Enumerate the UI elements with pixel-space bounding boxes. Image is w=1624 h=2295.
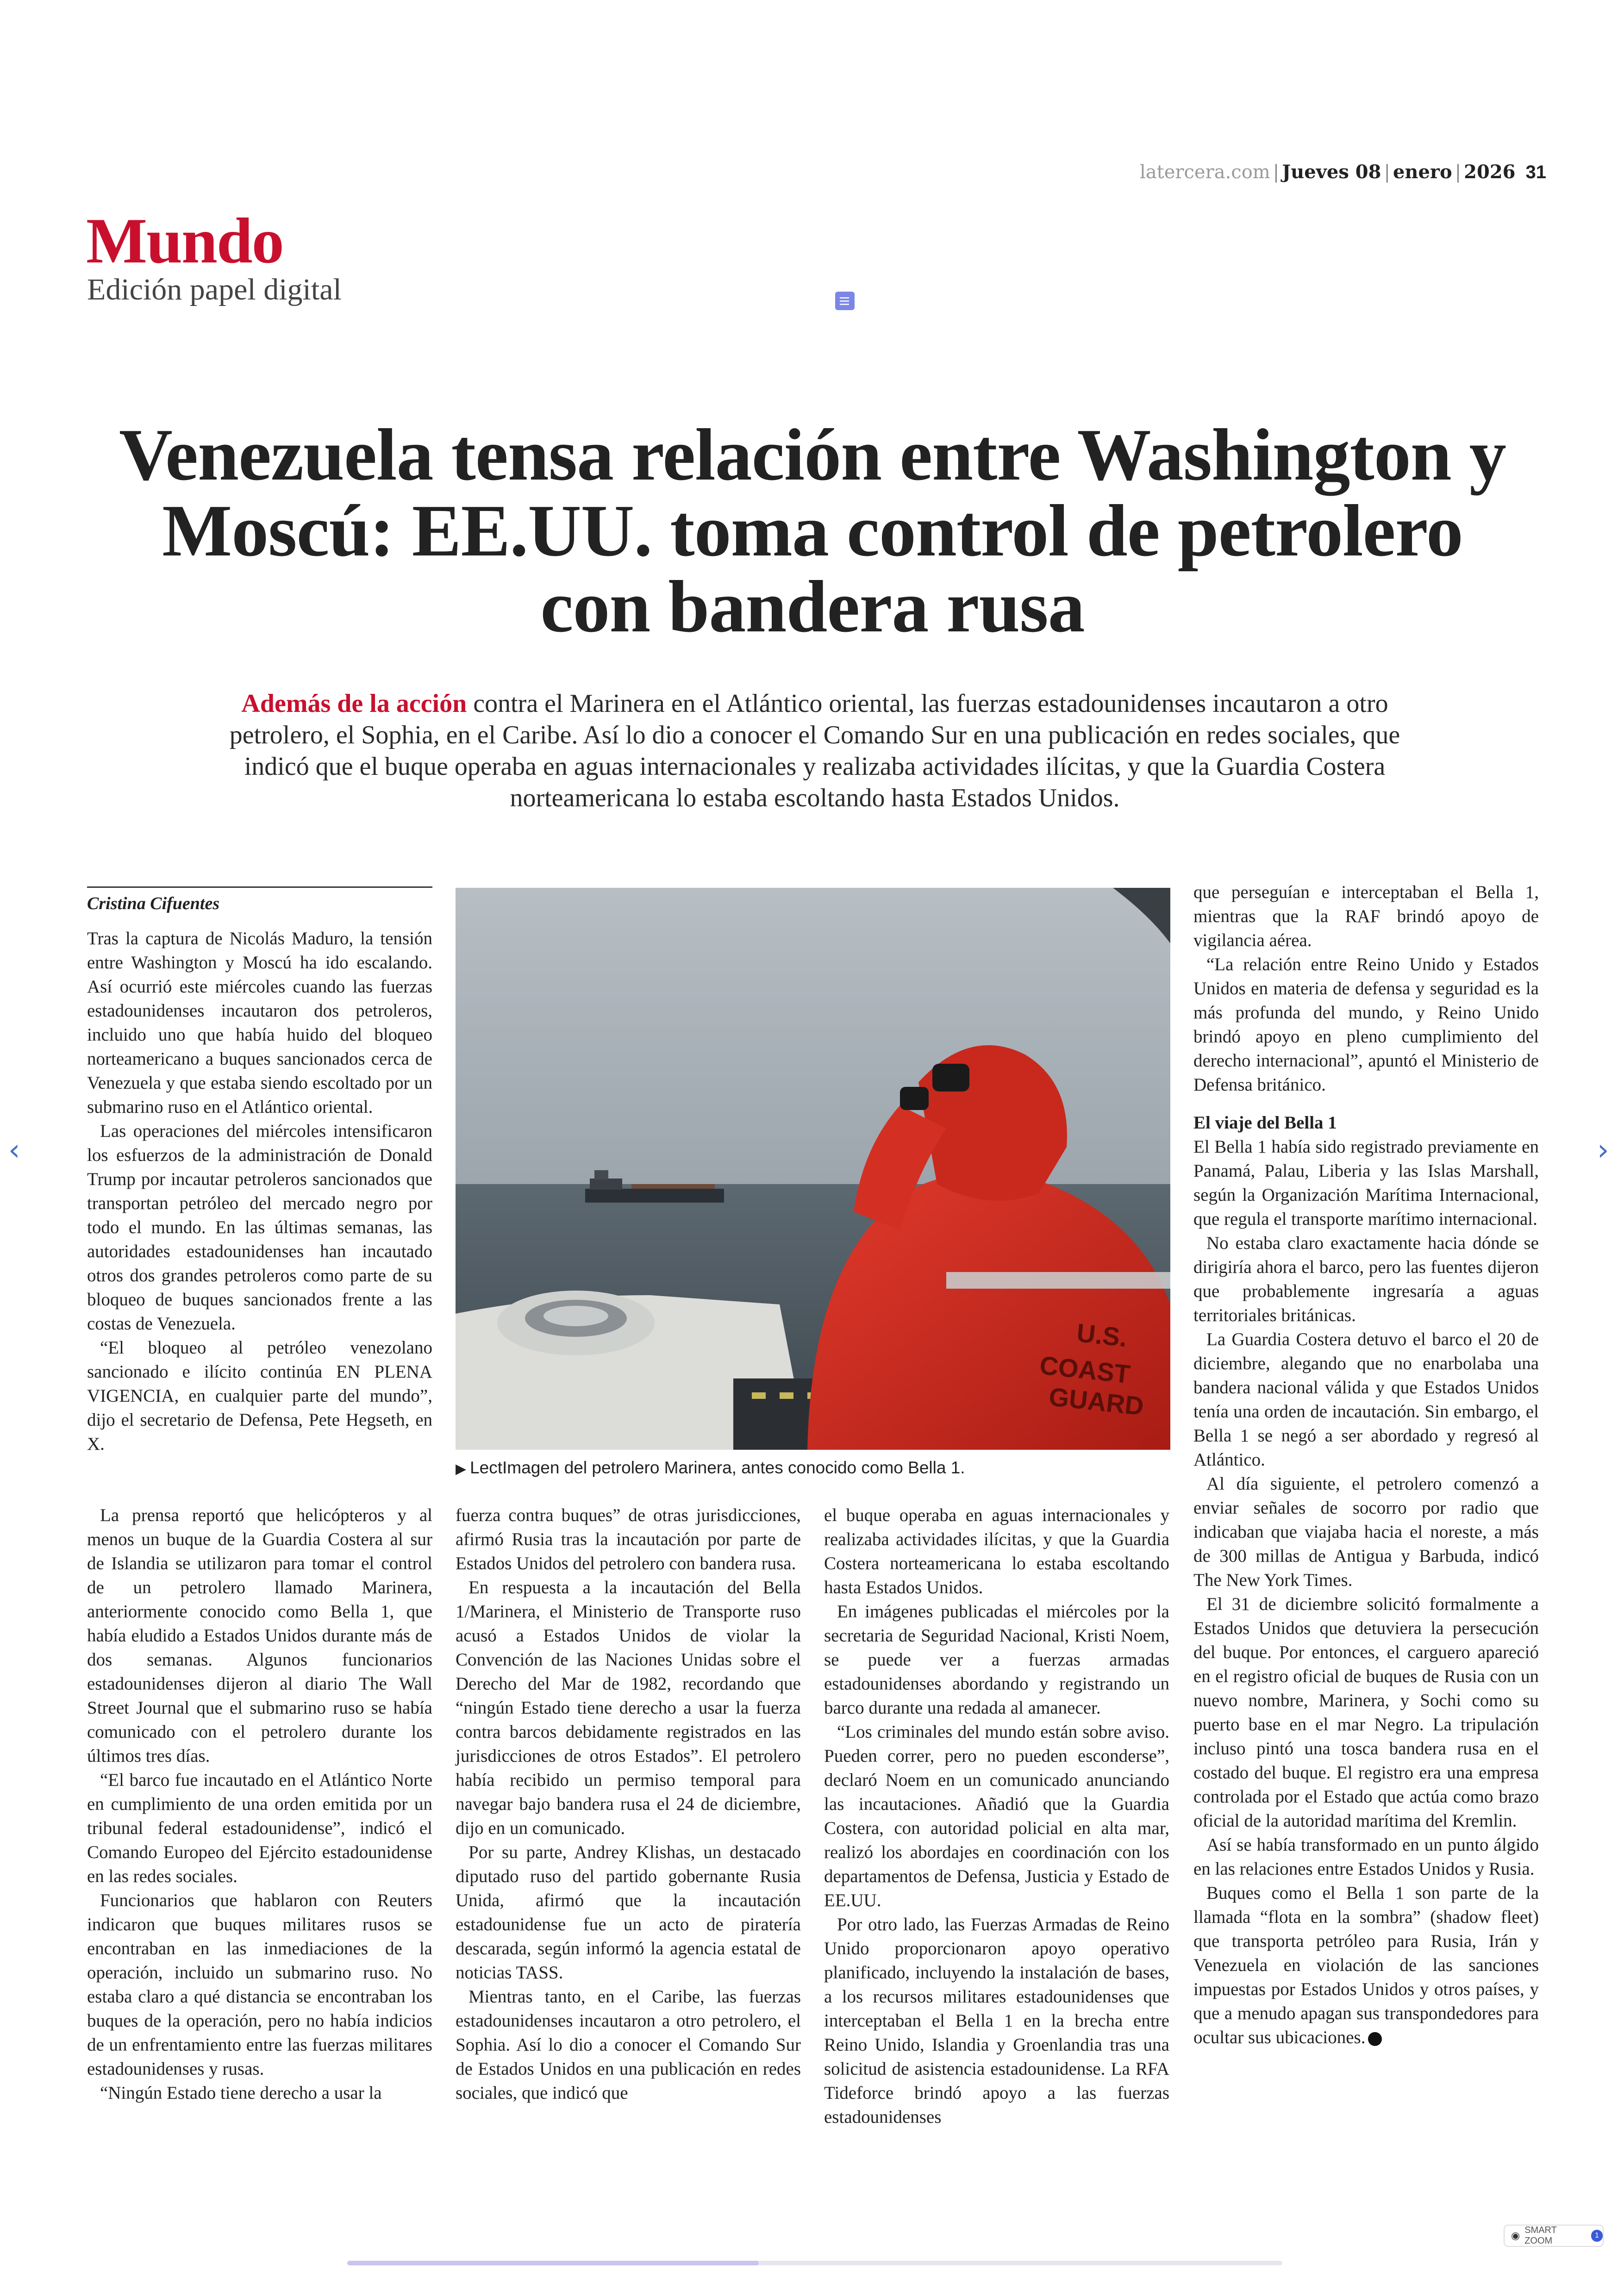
paragraph: “Ningún Estado tiene derecho a usar la [100, 2083, 382, 2103]
jacket-text-coast: COAST [1038, 1350, 1132, 1389]
previous-page-button[interactable] [8, 1133, 20, 1167]
column-4 [1193, 880, 1539, 2050]
paragraph: Por su parte, Andrey Klishas, un destacado diputado ruso del partido gobernante Rusia Unida, afirmó que la incautación estadounidense fue un acto de piratería descarada, según informó la agencia estatal de noticias TASS. [456, 1842, 801, 1983]
headline: Venezuela tensa relación entre Washington y Moscú: EE.UU. toma control de petrolero con bandera rusa [119, 413, 1506, 648]
paragraph: El 31 de diciembre solicitó formalmente a Estados Unidos que detuviera la persecución del buque. Por entonces, el carguero apareció en el registro oficial de buques de Rusia con un nuevo nombre, Marinera, y Sochi como su puerto base en el mar Negro. La tripulación incluso pintó una tosca bandera rusa en el costado del buque. El registro era una empresa controlada por el Estado que actúa como brazo oficial de la autoridad marítima del Kremlin. [1193, 1594, 1539, 1831]
final-paragraph-text: Buques como el Bella 1 son parte de la llamada “flota en la sombra” (shadow fleet) que transporta petróleo para Rusia, Irán y Venezuela en violación de las sanciones impuestas por Estados Unidos y otros países, y que a menudo apagan sus transpondedores para ocultar sus ubicaciones. [1193, 1883, 1539, 2047]
article-photo[interactable] [456, 888, 1170, 1450]
byline: Cristina Cifuentes [87, 886, 432, 914]
coast-guard-photo [456, 888, 1170, 1450]
paragraph: “El barco fue incautado en el Atlántico Norte en cumplimiento de una orden emitida por un tribunal federal estadounidense”, indicó el Comando Europeo del Ejército estadounidense en las redes sociales. [87, 1770, 432, 1886]
jacket-text-guard: GUARD [1047, 1382, 1145, 1421]
jacket-text-us: U.S. [1075, 1318, 1129, 1353]
smart-zoom-count-badge: 1 [1591, 2230, 1603, 2242]
next-page-button[interactable] [1597, 1133, 1609, 1167]
paragraph: En respuesta a la incautación del Bella 1/Marinera, el Ministerio de Transporte ruso acusó a Estados Unidos de violar la Convención de las Naciones Unidas sobre el Derecho del Mar de 1982, recordando que “ningún Estado tiene derecho a usar la fuerza contra barcos debidamente registrados en las jurisdicciones de otros Estados”. El petrolero había recibido un permiso temporal para navegar bajo bandera rusa el 24 de diciembre, dijo en un comunicado. [456, 1578, 801, 1838]
caption-arrow-icon: ▶ [456, 1461, 467, 1477]
subheading: El viaje del Bella 1 [1193, 1113, 1337, 1133]
page-number: 31 [1525, 162, 1546, 182]
column-3 [824, 1503, 1169, 2129]
date-weekday: Jueves 08 [1282, 161, 1381, 183]
paragraph: Tras la captura de Nicolás Maduro, la tensión entre Washington y Moscú ha ido escalando. Así ocurrió este miércoles cuando las fuerzas estadounidenses incautaron dos petroleros, incluido uno que había huido del bloqueo norteamericano a buques sancionados cerca de Venezuela y que estaba siendo escoltado por un submarino ruso en el Atlántico oriental. [87, 929, 432, 1117]
paragraph: fuerza contra buques” de otras jurisdicciones, afirmó Rusia tras la incautación por parte de Estados Unidos del petrolero con bandera rusa. [456, 1505, 801, 1573]
column-1-bottom [87, 1503, 432, 2105]
paragraph: Mientras tanto, en el Caribe, las fuerzas estadounidenses incautaron a otro petrolero, el Sophia. Así lo dio a conocer el Comando Sur de Estados Unidos en una publicación en redes sociales, que indicó que [456, 1987, 801, 2103]
edition-label: Edición papel digital [87, 273, 342, 306]
photo-caption [456, 1458, 1178, 1478]
paragraph: En imágenes publicadas el miércoles por la secretaria de Seguridad Nacional, Kristi Noem, se puede ver a fuerzas armadas estadounidenses abordando y registrando un barco durante una redada al amanecer. [824, 1602, 1169, 1718]
section-title: Mundo [86, 205, 283, 277]
paragraph: El Bella 1 había sido registrado previamente en Panamá, Palau, Liberia y las Islas Marshall, según la Organización Marítima Internacional, que regula el transporte marítimo internacional. [1193, 1137, 1539, 1229]
deck [194, 688, 1435, 814]
caption-text: LectImagen del petrolero Marinera, antes conocido como Bella 1. [470, 1458, 965, 1477]
paragraph: Así se había transformado en un punto álgido en las relaciones entre Estados Unidos y Rusia. [1193, 1835, 1539, 1879]
reading-progress-fill [347, 2261, 759, 2265]
note-icon[interactable] [835, 292, 855, 310]
deck-lead: Además de la acción [241, 689, 467, 718]
paragraph: Al día siguiente, el petrolero comenzó a enviar señales de socorro por radio que indicaban que viajaba hacia el noreste, a más de 300 millas de Antigua y Barbuda, indicó The New York Times. [1193, 1474, 1539, 1590]
paragraph: Por otro lado, las Fuerzas Armadas de Reino Unido proporcionaron apoyo operativo planificado, incluyendo la instalación de bases, a los recursos militares estadounidenses que interceptaban el Bella 1 en la brecha entre Reino Unido, Islandia y Groenlandia tras una solicitud de asistencia estadounidense. La RFA Tideforce brindó apoyo a las fuerzas estadounidenses [824, 1915, 1169, 2127]
paragraph: el buque operaba en aguas internacionales y realizaba actividades ilícitas, y que la Guardia Costera norteamericana lo estaba escoltando hasta Estados Unidos. [824, 1505, 1169, 1597]
chevron-left-icon: ‹ [8, 1133, 20, 1167]
paragraph: Funcionarios que hablaron con Reuters indicaron que buques militares rusos se encontraban en las inmediaciones de la operación, incluido un submarino ruso. No estaba claro a qué distancia se encontraban los buques de la operación, pero no había indicios de un enfrentamiento entre las fuerzas militares estadounidenses y rusas. [87, 1890, 432, 2079]
chevron-right-icon: › [1597, 1133, 1609, 1167]
paragraph: La Guardia Costera detuvo el barco el 20 de diciembre, alegando que no enarbolaba una bandera nacional válida y que Estados Unidos tenía una orden de incautación. Sin embargo, el Bella 1 se negó a ser abordado y regresó al Atlántico. [1193, 1329, 1539, 1470]
paragraph: “La relación entre Reino Unido y Estados Unidos en materia de defensa y seguridad es la más profunda del mundo, y Reino Unido brindó apoyo en pleno cumplimiento del derecho internacional”, apuntó el Ministerio de Defensa británico. [1193, 954, 1539, 1095]
smart-zoom-label: SMART ZOOM [1524, 2225, 1557, 2246]
column-2 [456, 1503, 801, 2105]
paragraph: “El bloqueo al petróleo venezolano sancionado e ilícito continúa EN PLENA VIGENCIA, en cualquier parte del mundo”, dijo el secretario de Defensa, Pete Hegseth, en X. [87, 1338, 432, 1454]
paragraph: “Los criminales del mundo están sobre aviso. Pueden correr, pero no pueden esconderse”, declaró Noem en un comunicado anunciando las incautaciones. Añadió que la Guardia Costera, con autoridad policial en alta mar, realizó los abordajes en coordinación con los departamentos de Defensa, Justicia y Estado de EE.UU. [824, 1722, 1169, 1910]
date-year: 2026 [1464, 161, 1516, 183]
paragraph: La prensa reportó que helicópteros y al menos un buque de la Guardia Costera al sur de Islandia se utilizaron para tomar el control de un petrolero llamado Marinera, anteriormente conocido como Bella 1, que había eludido a Estados Unidos durante más de dos semanas. Algunos funcionarios estadounidenses dijeron al diario The Wall Street Journal que el submarino ruso se había comunicado con el petrolero durante los últimos tres días. [87, 1505, 432, 1766]
masthead: latercera.com | Jueves 08 | enero | 2026 31 [1140, 161, 1546, 183]
paragraph: que perseguían e interceptaban el Bella 1, mientras que la RAF brindó apoyo de vigilancia aérea. [1193, 882, 1539, 950]
smart-zoom-button[interactable] [1504, 2225, 1604, 2247]
site-name: latercera.com [1140, 162, 1270, 183]
deck-text: contra el Marinera en el Atlántico oriental, las fuerzas estadounidenses incautaron a otro petrolero, el Sophia, en el Caribe. Así lo dio a conocer el Comando Sur en una publicación en redes sociales, que indicó que el buque operaba en aguas internacionales y realizaba actividades ilícitas, y que la Guardia Costera norteamericana lo estaba escoltando hasta Estados Unidos. [229, 689, 1400, 812]
column-1-top [87, 927, 432, 1456]
paragraph: No estaba claro exactamente hacia dónde se dirigiría ahora el barco, pero las fuentes dijeron que probablemente ingresaría a aguas territoriales británicas. [1193, 1233, 1539, 1325]
paragraph [1193, 1881, 1539, 2050]
end-mark-icon [1368, 2032, 1382, 2046]
eye-icon: ◉ [1511, 2230, 1520, 2241]
paragraph: Las operaciones del miércoles intensificaron los esfuerzos de la administración de Donald Trump por incautar petroleros sancionados que transportan petróleo del mercado negro por todo el mundo. En las últimas semanas, las autoridades estadounidenses han incautado otros dos grandes petroleros como parte de su bloqueo de buques sancionados frente a las costas de Venezuela. [87, 1121, 432, 1334]
reading-progress-bar[interactable] [347, 2261, 1282, 2265]
date-month: enero [1393, 161, 1452, 183]
